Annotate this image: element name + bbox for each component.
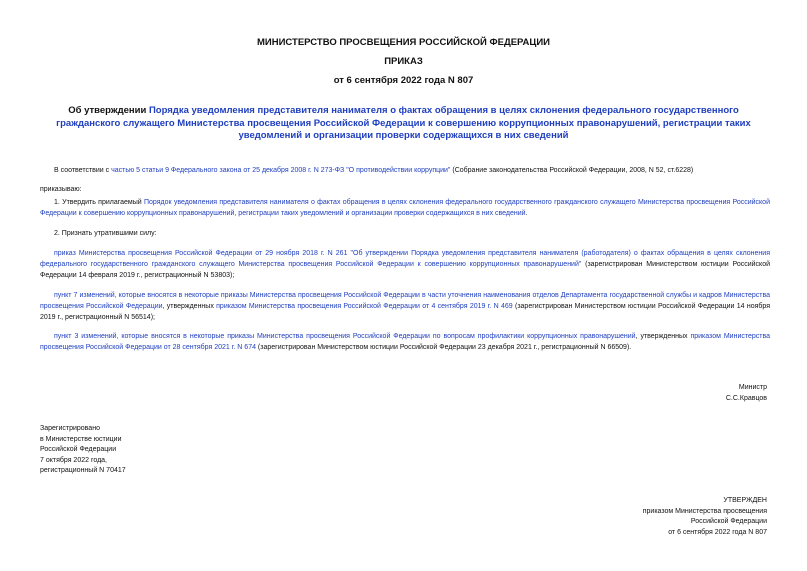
signature-position: Министр xyxy=(738,384,767,391)
revoked-order-3-suffix: (зарегистрирован Министерством юстиции Российской Федерации 23 декабря 2021 г., регистрационный N 66509). xyxy=(255,344,632,351)
title-link[interactable]: Порядка уведомления представителя нанимателя о фактах обращения в целях склонения федерального государственного гражданского служащего Министерства просвещения Российской Федерации к совершению коррупционных правонарушений, регистрации таких уведомлений и организации проверки содержащихся в них сведений xyxy=(56,105,751,141)
revoked-order-3-link2[interactable]: приказом Министерства просвещения Российской Федерации от 28 сентября 2021 г. N 674 xyxy=(40,333,771,351)
item-2: 2. Признать утратившими силу: xyxy=(54,230,157,237)
revoked-order-1 xyxy=(40,248,770,281)
revoked-order-1-suffix: (зарегистрирован Министерством юстиции Российской Федерации 14 февраля 2019 г., регистрационный N 53803); xyxy=(40,261,770,279)
title-prefix: Об утверждении xyxy=(68,105,149,116)
registration-line-3: Российской Федерации xyxy=(40,446,117,453)
registration-line-4: 7 октября 2022 года, xyxy=(40,456,108,464)
approved-line-2: приказом Министерства просвещения xyxy=(642,507,767,515)
approved-line-1: УТВЕРЖДЕН xyxy=(723,497,767,504)
registration-block xyxy=(40,424,126,477)
revoked-order-2 xyxy=(40,290,770,323)
registration-line-1: Зарегистрировано xyxy=(40,425,100,432)
revoked-order-1-link[interactable]: приказ Министерства просвещения Российской Федерации от 29 ноября 2018 г. N 261 "Об утверждении Порядка уведомления представителя нанимателя (работодателя) о фактах обращения в целях склонения федерального государственного гражданского служащего Министерства просвещения Российской Федерации к совершению коррупционных правонарушений" xyxy=(40,250,770,268)
orders-word: приказываю: xyxy=(40,186,82,193)
procedure-link[interactable]: Порядок уведомления представителя нанимателя о фактах обращения в целях склонения федерального государственного гражданского служащего Министерства просвещения Российской Федерации к совершению коррупционных правонарушений, регистрации таких уведомлений и организации проверки содержащихся в них сведений xyxy=(40,199,770,217)
preamble-prefix: В соответствии с xyxy=(54,167,112,174)
law-link[interactable]: частью 5 статьи 9 Федерального закона от 25 декабря 2008 г. N 273-ФЗ "О противодействии коррупции" xyxy=(111,167,451,174)
ministry-heading: МИНИСТЕРСТВО ПРОСВЕЩЕНИЯ РОССИЙСКОЙ ФЕДЕРАЦИИ xyxy=(256,37,551,48)
registration-line-2: в Министерстве юстиции xyxy=(40,435,122,443)
registration-line-5: регистрационный N 70417 xyxy=(40,467,126,474)
revoked-order-2-suffix: (зарегистрирован Министерством юстиции Российской Федерации 14 ноября 2019 г., регистрационный N 56514); xyxy=(40,303,770,321)
revoked-order-3-mid: , утвержденных xyxy=(635,333,691,340)
document-type: ПРИКАЗ xyxy=(384,56,423,67)
item-1-suffix: . xyxy=(525,210,528,217)
preamble-suffix: (Собрание законодательства Российской Федерации, 2008, N 52, ст.6228) xyxy=(450,167,694,174)
document-date-number: от 6 сентября 2022 года N 807 xyxy=(333,75,474,86)
approved-line-3: Российской Федерации xyxy=(690,518,767,525)
approved-block xyxy=(643,496,767,538)
revoked-order-3 xyxy=(40,331,770,353)
revoked-order-3-link[interactable]: пункт 3 изменений, которые вносятся в некоторые приказы Министерства просвещения Российской Федерации по вопросам профилактики коррупционных правонарушений xyxy=(54,333,636,340)
revoked-order-2-link[interactable]: пункт 7 изменений, которые вносятся в некоторые приказы Министерства просвещения Российской Федерации в части уточнения наименования отделов Департамента государственной службы и кадров Министерства просвещения Российской Федерации xyxy=(40,292,770,310)
item-1 xyxy=(40,197,770,219)
signature-name: С.С.Кравцов xyxy=(725,394,767,402)
document-title xyxy=(40,105,767,143)
revoked-order-2-mid: , утвержденных xyxy=(162,303,217,310)
signature-block xyxy=(726,383,767,404)
approved-line-4: от 6 сентября 2022 года N 807 xyxy=(668,528,767,536)
revoked-order-2-link2[interactable]: приказом Министерства просвещения Российской Федерации от 4 сентября 2019 г. N 469 xyxy=(216,303,513,310)
preamble xyxy=(40,165,770,176)
item-1-prefix: 1. Утвердить прилагаемый xyxy=(54,199,144,206)
